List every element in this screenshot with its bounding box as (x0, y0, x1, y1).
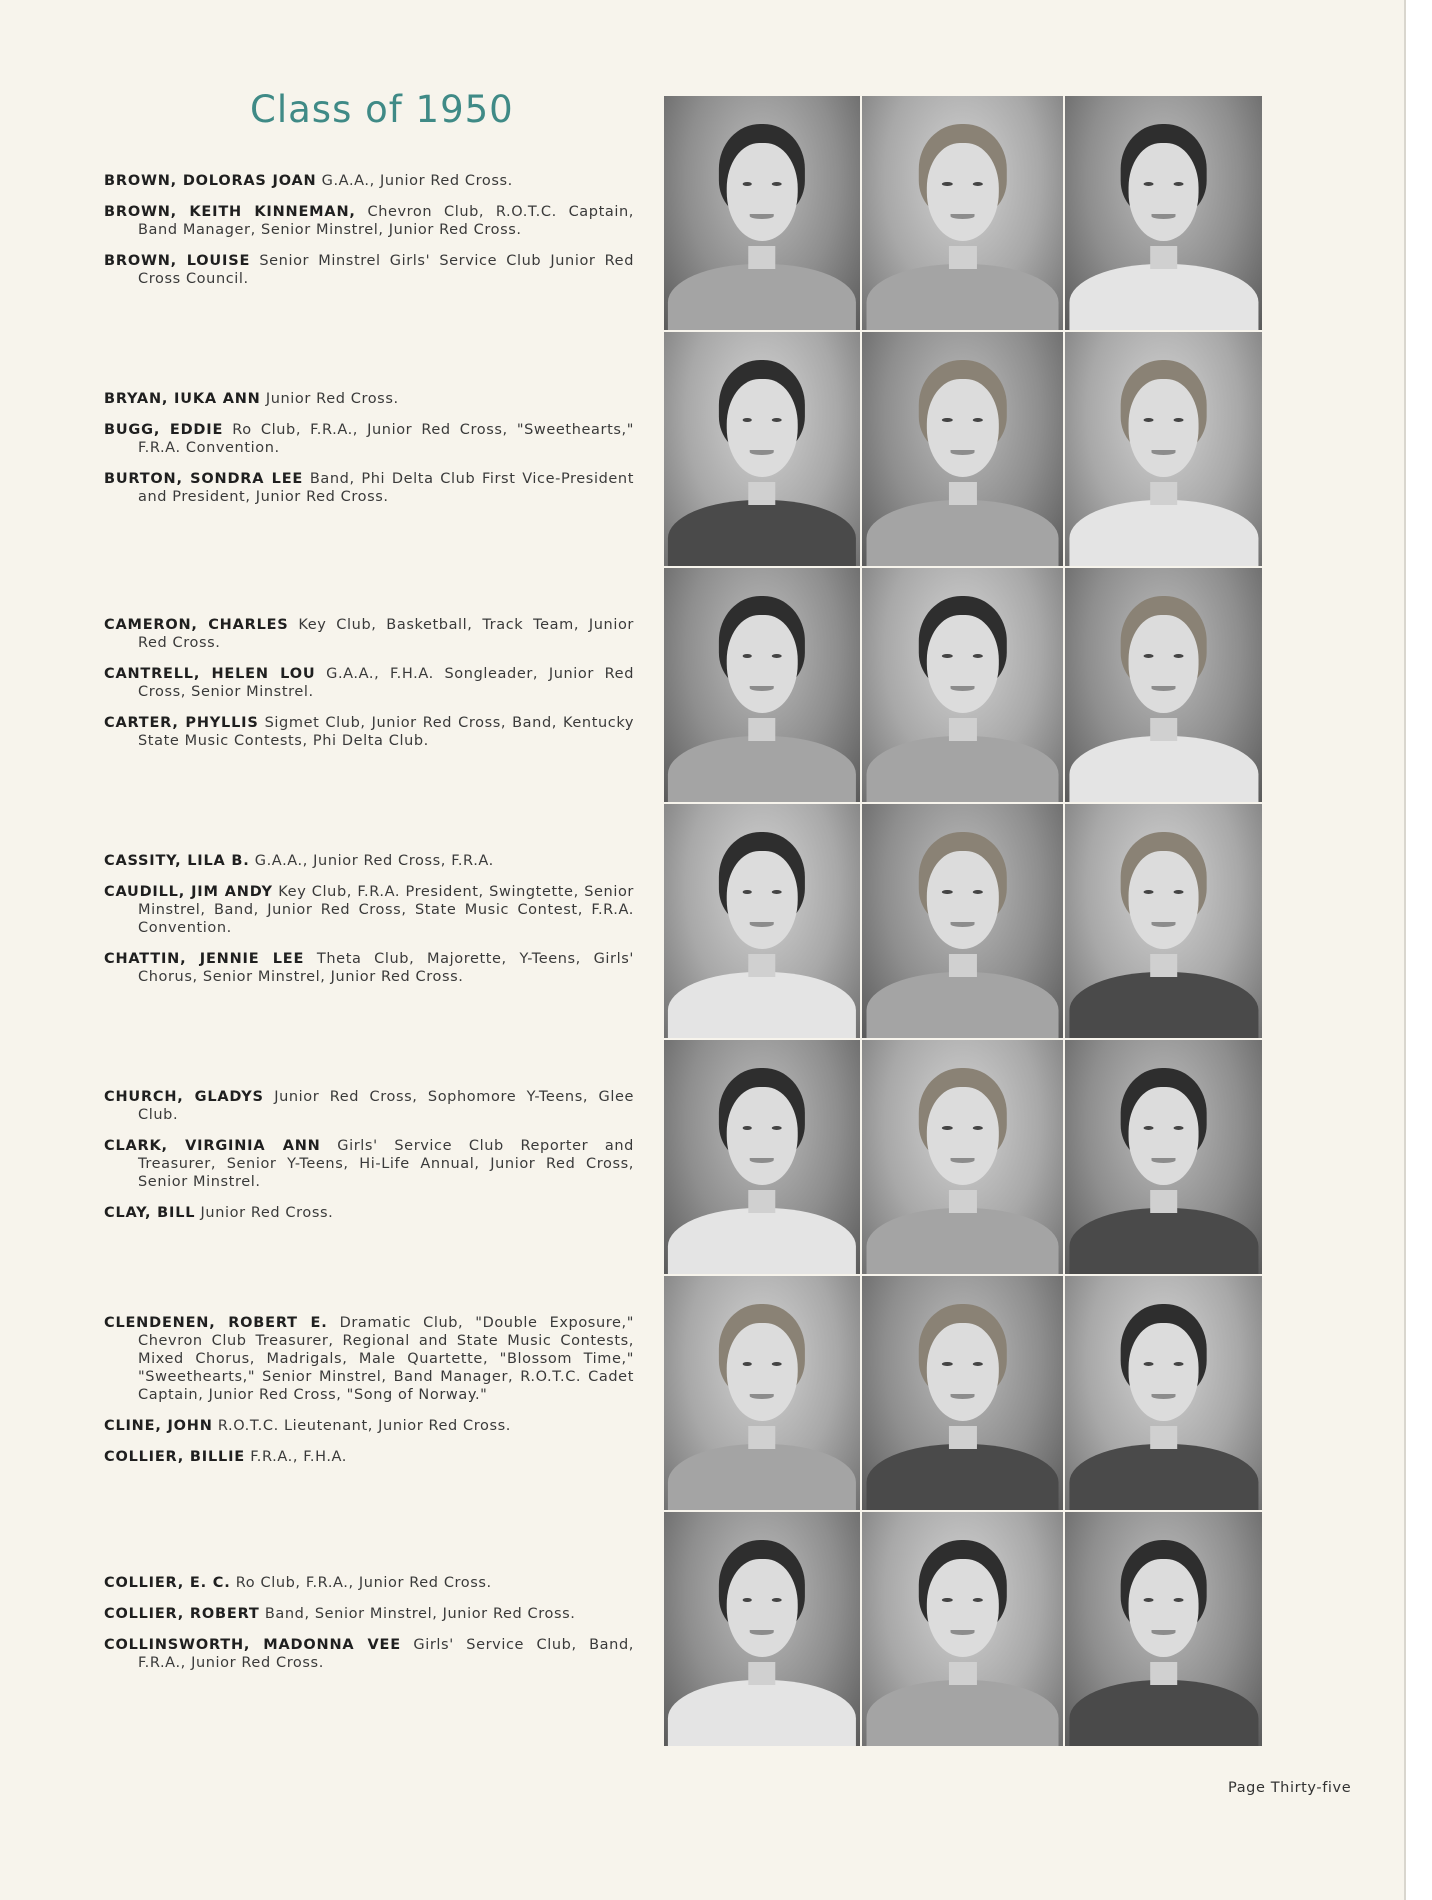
portrait-eye (772, 654, 782, 658)
portrait-eye (973, 890, 983, 894)
student-name: BUGG, EDDIE (104, 422, 224, 438)
student-portrait (1065, 96, 1262, 330)
student-activities: Sigmet Club, Junior Red Cross, Band, Kentucky State Music Contests, Phi Delta Club. (138, 715, 635, 749)
portrait-neck (748, 1426, 775, 1449)
portrait-eye (1173, 1362, 1183, 1366)
portrait-eye (1144, 182, 1154, 186)
student-activities: G.A.A., F.H.A. Songleader, Junior Red Cross, Senior Minstrel. (138, 666, 634, 700)
student-portrait (862, 1040, 1063, 1274)
portrait-eye (973, 182, 983, 186)
portrait-eye (742, 1362, 752, 1366)
portrait-face (1128, 851, 1199, 949)
student-entry (104, 1204, 634, 1222)
student-activities: Ro Club, F.R.A., Junior Red Cross, "Sweethearts," F.R.A. Convention. (138, 422, 634, 456)
portrait-eye (973, 1362, 983, 1366)
student-activities: Girls' Service Club Reporter and Treasurer, Senior Y-Teens, Hi-Life Annual, Junior Red Cross, Senior Minstrel. (138, 1138, 634, 1190)
student-activities: G.A.A., Junior Red Cross, F.R.A. (254, 853, 494, 869)
student-activities: Band, Phi Delta Club First Vice-President and President, Junior Red Cross. (138, 471, 634, 505)
student-entry (104, 665, 634, 701)
portrait-body (1069, 264, 1258, 330)
portrait-neck (748, 718, 775, 741)
student-entry (104, 1088, 634, 1124)
student-entry (104, 390, 634, 408)
student-portrait (862, 804, 1063, 1038)
portrait-body (1069, 736, 1258, 802)
student-name: CLENDENEN, ROBERT E. (104, 1315, 328, 1331)
student-portrait (664, 568, 860, 802)
student-entry (104, 1448, 634, 1466)
student-activities: G.A.A., Junior Red Cross. (321, 173, 513, 189)
portrait-face (1128, 1559, 1199, 1657)
student-entry (104, 950, 634, 986)
portrait-mouth (750, 686, 774, 692)
student-group (104, 852, 634, 999)
student-activities: Girls' Service Club, Band, F.R.A., Junior Red Cross. (138, 1637, 634, 1671)
portrait-neck (748, 954, 775, 977)
portrait-eye (1144, 654, 1154, 658)
portrait-body (668, 500, 856, 566)
portrait-mouth (750, 214, 774, 220)
student-name: COLLINSWORTH, MADONNA VEE (104, 1637, 401, 1653)
portrait-mouth (950, 686, 975, 692)
portrait-eye (772, 1362, 782, 1366)
portrait-eye (1173, 1126, 1183, 1130)
portrait-eye (1144, 1126, 1154, 1130)
portrait-body (866, 736, 1059, 802)
portrait-body (1069, 1444, 1258, 1510)
portrait-eye (742, 1126, 752, 1130)
portrait-body (866, 1444, 1059, 1510)
student-name: CLARK, VIRGINIA ANN (104, 1138, 321, 1154)
portrait-body (668, 1680, 856, 1746)
portrait-eye (1173, 418, 1183, 422)
portrait-eye (942, 1598, 952, 1602)
student-activities: R.O.T.C. Lieutenant, Junior Red Cross. (217, 1418, 512, 1434)
portrait-mouth (1151, 922, 1175, 928)
student-portrait (1065, 568, 1262, 802)
portrait-face (1128, 143, 1199, 241)
portrait-eye (772, 890, 782, 894)
student-name: CLINE, JOHN (104, 1418, 213, 1434)
portrait-neck (1150, 954, 1178, 977)
portrait-neck (748, 246, 775, 269)
portrait-body (668, 264, 856, 330)
portrait-face (926, 1323, 998, 1421)
student-activities: Dramatic Club, "Double Exposure," Chevron Club Treasurer, Regional and State Music Contests, Mixed Chorus, Madrigals, Male Quartette, "Blossom Time," "Sweethearts," Senior Minstrel, Band Manager, R.O.T.C. Cadet Captain, Junior Red Cross, "Song of Norway." (138, 1315, 634, 1403)
portrait-eye (1173, 654, 1183, 658)
portrait-face (727, 1559, 798, 1657)
page-edge (1404, 0, 1432, 1900)
portrait-face (926, 1559, 998, 1657)
portrait-eye (772, 182, 782, 186)
student-entry (104, 1137, 634, 1191)
student-name: CHATTIN, JENNIE LEE (104, 951, 305, 967)
student-portrait (664, 96, 860, 330)
portrait-face (926, 1087, 998, 1185)
student-activities: F.R.A., F.H.A. (250, 1449, 348, 1465)
portrait-face (727, 851, 798, 949)
student-portrait (1065, 1276, 1262, 1510)
portrait-eye (772, 1598, 782, 1602)
portrait-body (668, 1444, 856, 1510)
student-portrait (862, 568, 1063, 802)
student-group (104, 172, 634, 301)
student-entry (104, 1636, 634, 1672)
student-activities: Junior Red Cross. (200, 1205, 334, 1221)
student-portrait (862, 332, 1063, 566)
portrait-mouth (750, 1394, 774, 1400)
portrait-neck (948, 954, 976, 977)
portrait-mouth (1151, 1158, 1175, 1164)
portrait-eye (742, 418, 752, 422)
portrait-eye (942, 182, 952, 186)
portrait-grid (664, 96, 1262, 1746)
student-name: COLLIER, E. C. (104, 1575, 231, 1591)
student-entry (104, 714, 634, 750)
portrait-body (668, 972, 856, 1038)
portrait-neck (748, 482, 775, 505)
student-activities: Ro Club, F.R.A., Junior Red Cross. (235, 1575, 492, 1591)
student-portrait (664, 1276, 860, 1510)
portrait-mouth (950, 214, 975, 220)
portrait-eye (1173, 182, 1183, 186)
portrait-neck (948, 482, 976, 505)
portrait-eye (942, 1362, 952, 1366)
portrait-face (926, 143, 998, 241)
portrait-neck (948, 246, 976, 269)
portrait-mouth (950, 1394, 975, 1400)
portrait-face (1128, 1323, 1199, 1421)
portrait-neck (948, 1662, 976, 1685)
portrait-eye (742, 1598, 752, 1602)
student-entry (104, 470, 634, 506)
portrait-eye (973, 1126, 983, 1130)
student-entry (104, 1574, 634, 1592)
portrait-body (866, 1208, 1059, 1274)
portrait-eye (1173, 1598, 1183, 1602)
portrait-face (926, 379, 998, 477)
portrait-mouth (1151, 450, 1175, 456)
portrait-neck (1150, 1426, 1178, 1449)
student-name: CARTER, PHYLLIS (104, 715, 259, 731)
portrait-mouth (1151, 1394, 1175, 1400)
portrait-body (1069, 500, 1258, 566)
portrait-face (1128, 1087, 1199, 1185)
portrait-eye (973, 654, 983, 658)
page-title: Class of 1950 (250, 88, 514, 131)
student-activities: Key Club, Basketball, Track Team, Junior Red Cross. (138, 617, 634, 651)
portrait-body (866, 1680, 1059, 1746)
portrait-neck (748, 1190, 775, 1213)
portrait-face (1128, 615, 1199, 713)
portrait-eye (973, 1598, 983, 1602)
portrait-eye (942, 654, 952, 658)
portrait-mouth (750, 922, 774, 928)
portrait-face (727, 615, 798, 713)
portrait-mouth (750, 1158, 774, 1164)
portrait-neck (1150, 482, 1178, 505)
student-portrait (1065, 332, 1262, 566)
student-name: CAMERON, CHARLES (104, 617, 289, 633)
student-name: COLLIER, ROBERT (104, 1606, 260, 1622)
student-name: CAUDILL, JIM ANDY (104, 884, 273, 900)
student-portrait (664, 804, 860, 1038)
student-activities: Band, Senior Minstrel, Junior Red Cross. (264, 1606, 576, 1622)
portrait-body (866, 264, 1059, 330)
student-entry (104, 203, 634, 239)
student-portrait (664, 1512, 860, 1746)
portrait-mouth (750, 1630, 774, 1636)
portrait-face (727, 143, 798, 241)
portrait-face (727, 1087, 798, 1185)
portrait-mouth (950, 922, 975, 928)
portrait-body (668, 736, 856, 802)
portrait-mouth (950, 1630, 975, 1636)
portrait-eye (942, 1126, 952, 1130)
student-entry (104, 1605, 634, 1623)
student-activities: Junior Red Cross. (265, 391, 399, 407)
portrait-body (1069, 972, 1258, 1038)
portrait-mouth (1151, 686, 1175, 692)
student-entry (104, 172, 634, 190)
portrait-body (866, 972, 1059, 1038)
student-entry (104, 883, 634, 937)
student-name: BROWN, DOLORAS JOAN (104, 173, 317, 189)
portrait-eye (1144, 418, 1154, 422)
portrait-neck (748, 1662, 775, 1685)
portrait-face (926, 851, 998, 949)
portrait-eye (742, 890, 752, 894)
portrait-eye (1144, 890, 1154, 894)
portrait-mouth (750, 450, 774, 456)
student-portrait (1065, 1040, 1262, 1274)
portrait-neck (1150, 1190, 1178, 1213)
portrait-face (727, 379, 798, 477)
portrait-mouth (950, 450, 975, 456)
student-portrait (862, 1276, 1063, 1510)
student-name: CLAY, BILL (104, 1205, 196, 1221)
page-number: Page Thirty-five (1228, 1780, 1352, 1796)
portrait-eye (942, 418, 952, 422)
student-portrait (1065, 1512, 1262, 1746)
student-name: BROWN, KEITH KINNEMAN, (104, 204, 356, 220)
student-activities: Senior Minstrel Girls' Service Club Junior Red Cross Council. (138, 253, 635, 287)
student-name: BRYAN, IUKA ANN (104, 391, 261, 407)
portrait-neck (1150, 1662, 1178, 1685)
portrait-mouth (1151, 214, 1175, 220)
student-portrait (1065, 804, 1262, 1038)
portrait-eye (973, 418, 983, 422)
student-name: CASSITY, LILA B. (104, 853, 250, 869)
portrait-neck (948, 1190, 976, 1213)
portrait-neck (1150, 718, 1178, 741)
student-portrait (664, 332, 860, 566)
portrait-eye (772, 1126, 782, 1130)
student-entry (104, 421, 634, 457)
portrait-eye (1144, 1598, 1154, 1602)
portrait-face (926, 615, 998, 713)
student-group (104, 1088, 634, 1235)
student-activities: Chevron Club, R.O.T.C. Captain, Band Manager, Senior Minstrel, Junior Red Cross. (138, 204, 634, 238)
student-name: BROWN, LOUISE (104, 253, 251, 269)
student-name: BURTON, SONDRA LEE (104, 471, 304, 487)
student-entry (104, 852, 634, 870)
portrait-mouth (950, 1158, 975, 1164)
portrait-eye (742, 182, 752, 186)
student-name: CHURCH, GLADYS (104, 1089, 264, 1105)
portrait-face (1128, 379, 1199, 477)
student-portrait (862, 96, 1063, 330)
student-portrait (862, 1512, 1063, 1746)
portrait-eye (742, 654, 752, 658)
portrait-body (1069, 1680, 1258, 1746)
student-entry (104, 1314, 634, 1404)
portrait-neck (948, 1426, 976, 1449)
student-group (104, 1574, 634, 1685)
student-group (104, 616, 634, 763)
student-name: COLLIER, BILLIE (104, 1449, 245, 1465)
portrait-face (727, 1323, 798, 1421)
student-entry (104, 252, 634, 288)
portrait-eye (1144, 1362, 1154, 1366)
portrait-body (668, 1208, 856, 1274)
portrait-eye (942, 890, 952, 894)
portrait-neck (948, 718, 976, 741)
portrait-eye (1173, 890, 1183, 894)
student-entry (104, 616, 634, 652)
portrait-body (866, 500, 1059, 566)
portrait-eye (772, 418, 782, 422)
portrait-mouth (1151, 1630, 1175, 1636)
student-activities: Theta Club, Majorette, Y-Teens, Girls' Chorus, Senior Minstrel, Junior Red Cross. (138, 951, 634, 985)
student-name: CANTRELL, HELEN LOU (104, 666, 316, 682)
portrait-body (1069, 1208, 1258, 1274)
student-activities: Junior Red Cross, Sophomore Y-Teens, Glee Club. (138, 1089, 634, 1123)
student-group (104, 1314, 634, 1479)
student-activities: Key Club, F.R.A. President, Swingtette, Senior Minstrel, Band, Junior Red Cross, State Music Contest, F.R.A. Convention. (138, 884, 634, 936)
student-group (104, 390, 634, 519)
student-portrait (664, 1040, 860, 1274)
student-entry (104, 1417, 634, 1435)
portrait-neck (1150, 246, 1178, 269)
